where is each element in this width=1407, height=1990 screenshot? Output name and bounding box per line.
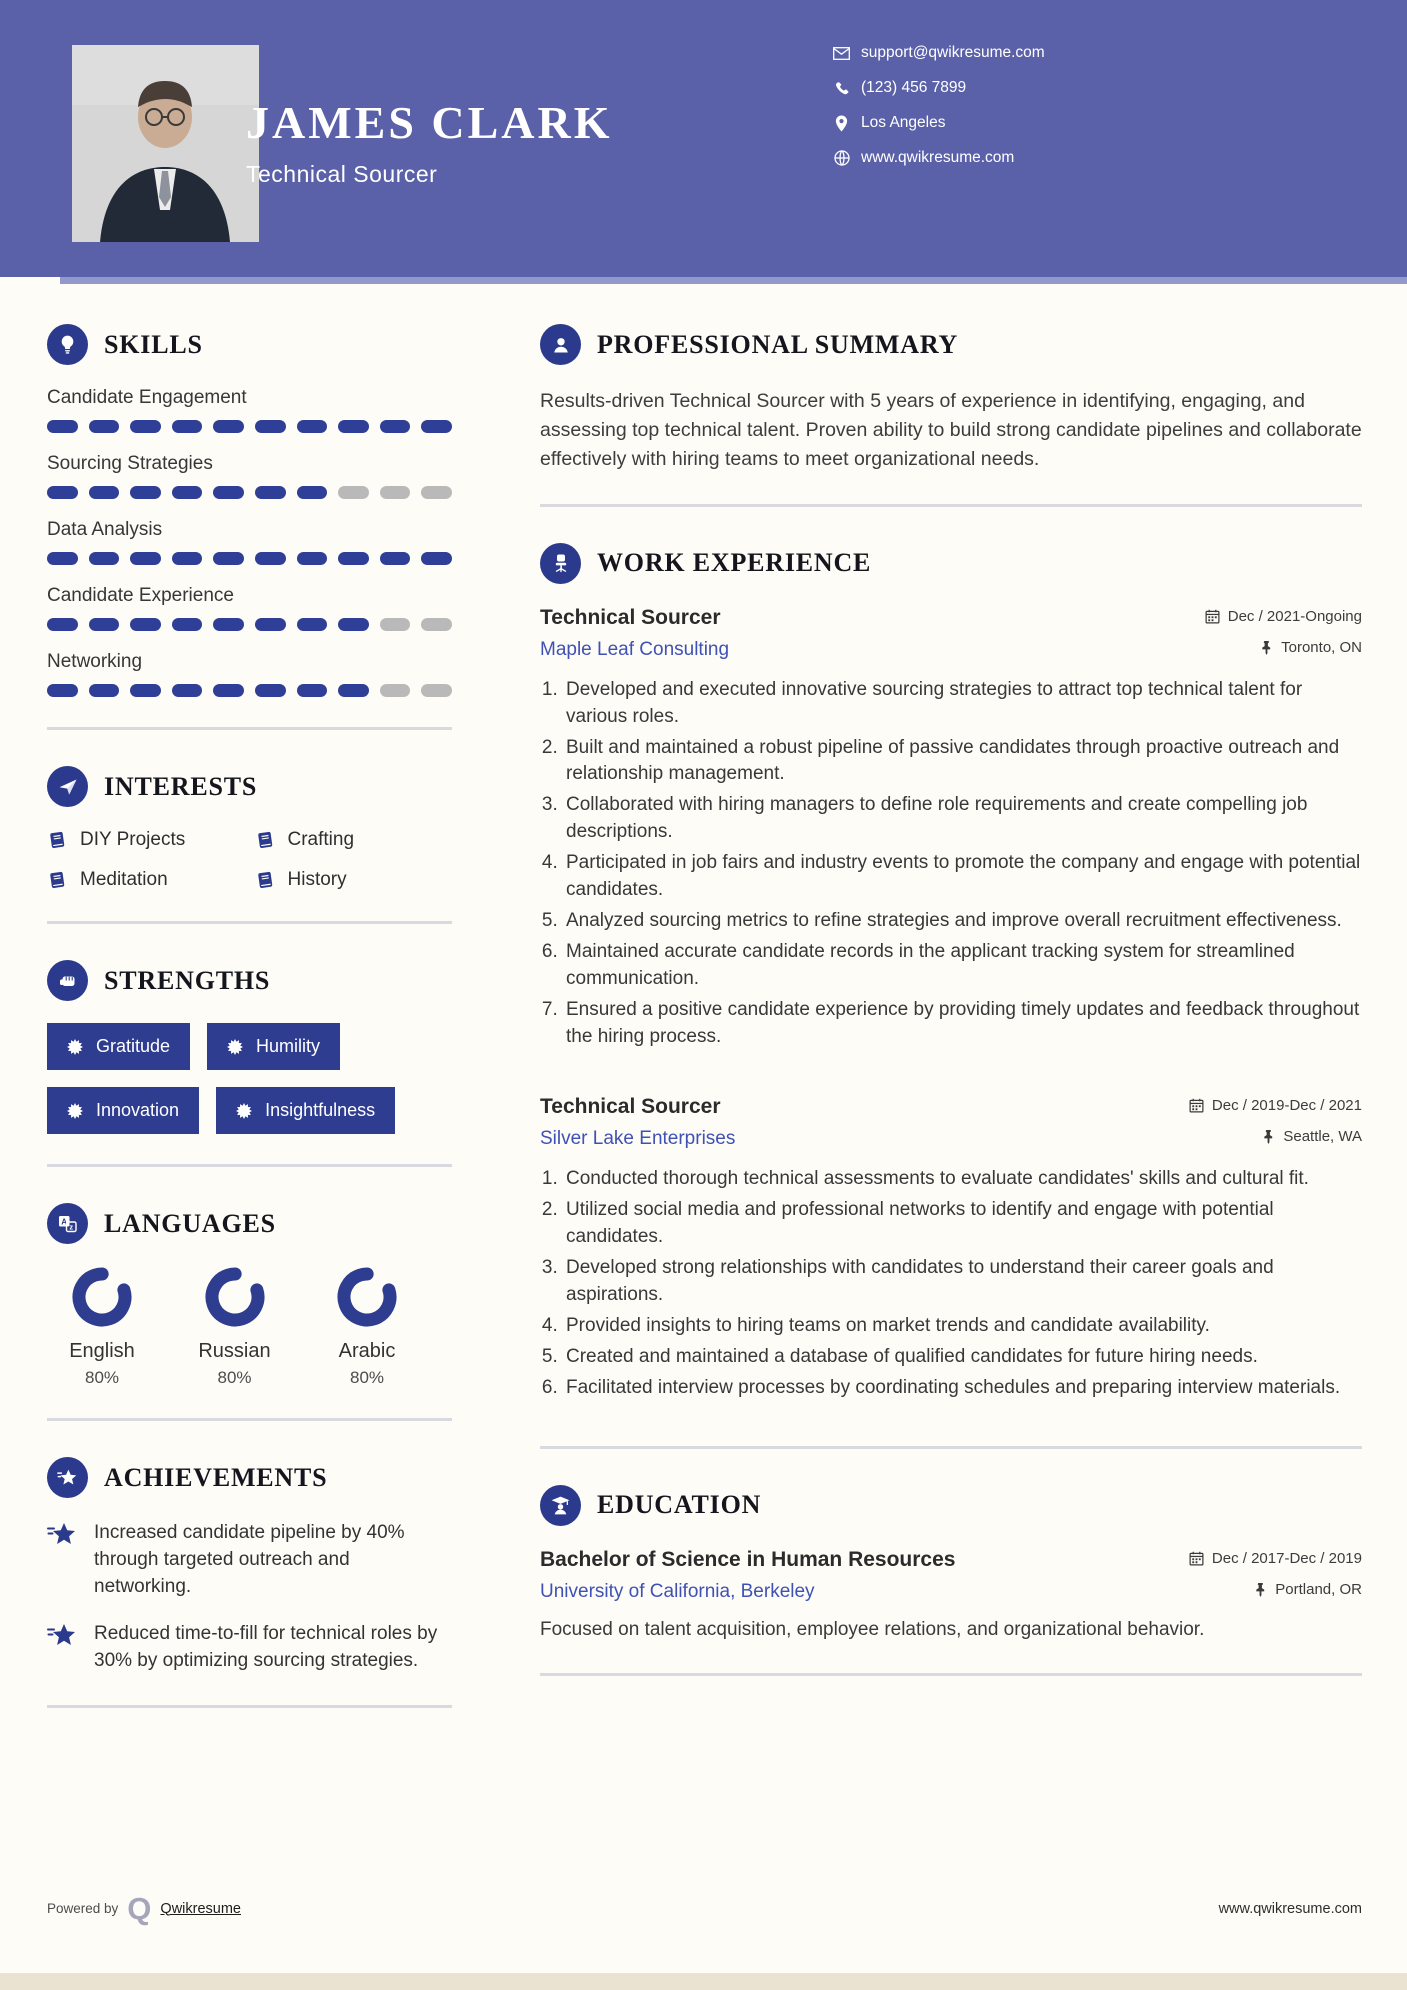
powered-by-label: Powered by <box>47 1901 119 1916</box>
fist-icon <box>47 960 88 1001</box>
skill-dash <box>172 618 203 631</box>
svg-text:A: A <box>61 1217 68 1227</box>
skill-dash <box>338 684 369 697</box>
job-entry <box>540 1095 1362 1402</box>
divider <box>47 727 452 730</box>
book-icon <box>255 870 275 890</box>
contact-location-text: Los Angeles <box>861 114 946 131</box>
skill-dash <box>338 552 369 565</box>
job-bullet: 1. Conducted thorough technical assessments to evaluate candidates' skills and cultural fit. <box>563 1166 1362 1193</box>
language-percent: 80% <box>84 1368 120 1387</box>
skill-dash <box>255 618 286 631</box>
divider <box>540 1673 1362 1676</box>
job-bullet-list <box>540 677 1362 1052</box>
strength-badge <box>47 1087 199 1134</box>
bottom-edge-strip <box>0 1973 1407 1990</box>
skill-dash <box>421 684 452 697</box>
skill-dash <box>213 684 244 697</box>
star-icon <box>47 1520 79 1601</box>
skill-label: Candidate Engagement <box>47 387 247 408</box>
shooting-star-icon <box>47 1457 88 1498</box>
skill-item <box>47 387 452 433</box>
divider <box>47 1164 452 1167</box>
divider <box>47 1705 452 1708</box>
main-content <box>540 324 1362 1744</box>
strength-label: Insightfulness <box>265 1100 376 1120</box>
job-bullet: 6. Facilitated interview processes by coordinating schedules and preparing interview materials. <box>563 1375 1362 1402</box>
calendar-icon <box>1189 1098 1204 1113</box>
interest-item <box>255 869 453 891</box>
skill-dash <box>47 684 78 697</box>
skill-dash <box>130 486 161 499</box>
profile-photo-placeholder <box>72 45 259 242</box>
job-bullet: 3. Developed strong relationships with candidates to understand their career goals and aspirations. <box>563 1255 1362 1309</box>
job-bullet: 2. Built and maintained a robust pipeline of passive candidates through proactive outreach and relationship management. <box>563 735 1362 789</box>
job-location: Toronto, ON <box>1260 639 1362 656</box>
skill-dash <box>130 552 161 565</box>
strength-label: Innovation <box>96 1100 180 1120</box>
job-entry <box>540 606 1362 1052</box>
skill-dash <box>89 486 120 499</box>
header-accent-bar <box>60 277 1407 284</box>
job-title: Technical Sourcer <box>540 605 721 629</box>
contact-list <box>833 44 1045 184</box>
skill-dash <box>130 618 161 631</box>
skill-dash <box>421 486 452 499</box>
interest-label: Crafting <box>287 829 355 850</box>
location-icon <box>833 115 850 132</box>
divider <box>47 921 452 924</box>
language-donut <box>204 1266 266 1328</box>
achievement-item <box>47 1520 452 1601</box>
skill-level-bar <box>47 552 452 565</box>
skill-dash <box>255 420 286 433</box>
language-percent: 80% <box>217 1368 252 1387</box>
job-bullet: 7. Ensured a positive candidate experience by providing timely updates and feedback throughout the hiring process. <box>563 997 1362 1051</box>
skill-item <box>47 585 452 631</box>
phone-icon <box>833 80 850 97</box>
skill-dash <box>380 420 411 433</box>
contact-website[interactable] <box>833 149 1045 167</box>
languages-heading: LANGUAGES <box>104 1208 276 1238</box>
name-block <box>246 96 613 188</box>
strength-label: Gratitude <box>96 1036 171 1056</box>
summary-heading: PROFESSIONAL SUMMARY <box>597 329 959 359</box>
company-name: Maple Leaf Consulting <box>540 638 730 660</box>
contact-website-text: www.qwikresume.com <box>861 149 1015 166</box>
company-name: Silver Lake Enterprises <box>540 1128 736 1150</box>
skill-dash <box>172 684 203 697</box>
school-name: University of California, Berkeley <box>540 1580 815 1602</box>
graduate-icon <box>540 1485 581 1526</box>
experience-section <box>540 543 1362 1402</box>
skill-dash <box>47 552 78 565</box>
lightbulb-icon <box>47 324 88 365</box>
strength-badge <box>207 1023 340 1070</box>
skill-dash <box>297 618 328 631</box>
pushpin-icon <box>1254 1582 1267 1597</box>
interest-label: DIY Projects <box>80 829 186 850</box>
job-date: Dec / 2019-Dec / 2021 <box>1189 1097 1362 1114</box>
interest-item <box>47 869 245 891</box>
svg-text:z: z <box>69 1222 74 1232</box>
skill-dash <box>213 486 244 499</box>
job-bullet: 1. Developed and executed innovative sourcing strategies to attract top technical talent for various roles. <box>563 677 1362 731</box>
email-icon <box>833 45 850 62</box>
job-bullet: 2. Utilized social media and professional networks to identify and engage with potential candidates. <box>563 1197 1362 1251</box>
language-donut <box>71 1266 133 1328</box>
office-chair-icon <box>540 543 581 584</box>
job-bullet: 3. Collaborated with hiring managers to define role requirements and create compelling job descriptions. <box>563 792 1362 846</box>
skill-dash <box>47 618 78 631</box>
skill-label: Data Analysis <box>47 519 163 540</box>
skill-dash <box>213 420 244 433</box>
interest-label: History <box>287 869 347 890</box>
skill-dash <box>380 684 411 697</box>
skill-dash <box>47 486 78 499</box>
degree-title: Bachelor of Science in Human Resources <box>540 1547 956 1571</box>
skill-dash <box>255 684 286 697</box>
skill-level-bar <box>47 684 452 697</box>
education-location: Portland, OR <box>1254 1581 1362 1598</box>
divider <box>540 1446 1362 1449</box>
book-icon <box>47 870 67 890</box>
education-date: Dec / 2017-Dec / 2019 <box>1189 1550 1362 1567</box>
skill-dash <box>172 552 203 565</box>
calendar-icon <box>1189 1551 1204 1566</box>
skill-dash <box>213 618 244 631</box>
strengths-heading: STRENGTHS <box>104 965 271 995</box>
star-icon <box>47 1621 79 1675</box>
footer <box>47 1893 1362 1924</box>
skill-dash <box>89 552 120 565</box>
header-job-title: Technical Sourcer <box>246 161 438 187</box>
job-bullet: 4. Participated in job fairs and industry events to promote the company and engage with potential candidates. <box>563 850 1362 904</box>
skill-level-bar <box>47 486 452 499</box>
skill-dash <box>172 486 203 499</box>
language-donut <box>336 1266 398 1328</box>
pushpin-icon <box>1262 1129 1275 1144</box>
profile-photo <box>72 45 259 242</box>
languages-section <box>47 1203 452 1388</box>
skill-dash <box>380 552 411 565</box>
skill-dash <box>89 684 120 697</box>
skill-dash <box>380 618 411 631</box>
achievement-item <box>47 1621 452 1675</box>
burst-icon <box>67 1103 83 1119</box>
skill-dash <box>338 420 369 433</box>
interests-heading: INTERESTS <box>104 771 258 801</box>
skills-section <box>47 324 452 697</box>
page-title: JAMES CLARK <box>246 97 613 148</box>
globe-icon <box>833 150 850 167</box>
skill-label: Candidate Experience <box>47 585 234 606</box>
divider <box>540 504 1362 507</box>
skill-dash <box>421 552 452 565</box>
skill-dash <box>297 552 328 565</box>
skill-dash <box>297 684 328 697</box>
achievements-section <box>47 1457 452 1675</box>
education-section <box>540 1485 1362 1644</box>
skill-dash <box>255 486 286 499</box>
skill-label: Networking <box>47 651 143 672</box>
contact-email[interactable] <box>833 44 1045 62</box>
qwikresume-logo-icon: Q <box>127 1891 152 1926</box>
book-icon <box>255 830 275 850</box>
skill-dash <box>380 486 411 499</box>
qwikresume-link[interactable]: Qwikresume <box>160 1900 241 1917</box>
interests-section <box>47 766 452 891</box>
contact-phone-text: (123) 456 7899 <box>861 79 967 96</box>
skill-level-bar <box>47 420 452 433</box>
strength-badge <box>216 1087 395 1134</box>
header <box>0 0 1407 277</box>
skills-heading: SKILLS <box>104 329 203 359</box>
skill-dash <box>421 420 452 433</box>
interest-item <box>47 829 245 851</box>
skill-dash <box>47 420 78 433</box>
job-title: Technical Sourcer <box>540 1095 721 1119</box>
job-bullet-list <box>540 1166 1362 1402</box>
summary-text: Results-driven Technical Sourcer with 5 years of experience in identifying, engaging, and assessing top technical talent. Proven ability to build strong candidate pipelines and collaborate effectively with hiring teams to meet organizational needs. <box>540 390 1362 470</box>
sidebar <box>47 324 452 1744</box>
skill-dash <box>130 684 161 697</box>
summary-section <box>540 324 1362 474</box>
skill-dash <box>89 618 120 631</box>
job-bullet: 4. Provided insights to hiring teams on market trends and candidate availability. <box>563 1313 1362 1340</box>
skill-dash <box>172 420 203 433</box>
skill-label: Sourcing Strategies <box>47 453 213 474</box>
calendar-icon <box>1205 609 1220 624</box>
language-item <box>47 1266 157 1388</box>
paper-plane-icon <box>47 766 88 807</box>
burst-icon <box>236 1103 252 1119</box>
contact-phone <box>833 79 1045 97</box>
burst-icon <box>67 1039 83 1055</box>
skill-dash <box>297 486 328 499</box>
content-columns <box>0 277 1407 1744</box>
job-location: Seattle, WA <box>1262 1128 1362 1145</box>
contact-location <box>833 114 1045 132</box>
job-bullet: 6. Maintained accurate candidate records in the applicant tracking system for streamlined communication. <box>563 939 1362 993</box>
strength-label: Humility <box>256 1036 321 1056</box>
job-date: Dec / 2021-Ongoing <box>1205 608 1362 625</box>
education-heading: EDUCATION <box>597 1490 762 1520</box>
job-bullet: 5. Created and maintained a database of qualified candidates for future hiring needs. <box>563 1344 1362 1371</box>
skill-item <box>47 651 452 697</box>
strengths-section <box>47 960 452 1134</box>
achievement-text: Reduced time-to-fill for technical roles by 30% by optimizing sourcing strategies. <box>94 1622 438 1671</box>
strength-badge <box>47 1023 190 1070</box>
language-name: Russian <box>198 1340 271 1362</box>
footer-site-link[interactable]: www.qwikresume.com <box>1218 1900 1362 1917</box>
skill-item <box>47 519 452 565</box>
skill-dash <box>297 420 328 433</box>
pushpin-icon <box>1260 640 1273 655</box>
skill-dash <box>213 552 244 565</box>
language-name: English <box>69 1340 135 1362</box>
skill-dash <box>130 420 161 433</box>
skill-dash <box>421 618 452 631</box>
divider <box>47 1418 452 1421</box>
skill-dash <box>255 552 286 565</box>
translate-icon <box>47 1203 88 1244</box>
contact-email-text: support@qwikresume.com <box>861 44 1045 61</box>
language-item <box>180 1266 290 1388</box>
language-name: Arabic <box>338 1340 396 1362</box>
job-bullet: 5. Analyzed sourcing metrics to refine strategies and improve overall recruitment effectiveness. <box>563 908 1362 935</box>
language-percent: 80% <box>349 1368 385 1387</box>
achievements-heading: ACHIEVEMENTS <box>104 1462 328 1492</box>
book-icon <box>47 830 67 850</box>
person-icon <box>540 324 581 365</box>
skill-dash <box>338 618 369 631</box>
skill-dash <box>338 486 369 499</box>
achievement-text: Increased candidate pipeline by 40% through targeted outreach and networking. <box>94 1522 405 1597</box>
interest-item <box>255 829 453 851</box>
interest-label: Meditation <box>80 869 168 890</box>
burst-icon <box>227 1039 243 1055</box>
education-description: Focused on talent acquisition, employee relations, and organizational behavior. <box>540 1618 1205 1640</box>
language-item <box>312 1266 422 1388</box>
skill-item <box>47 453 452 499</box>
skill-dash <box>89 420 120 433</box>
skill-level-bar <box>47 618 452 631</box>
experience-heading: WORK EXPERIENCE <box>597 548 872 578</box>
